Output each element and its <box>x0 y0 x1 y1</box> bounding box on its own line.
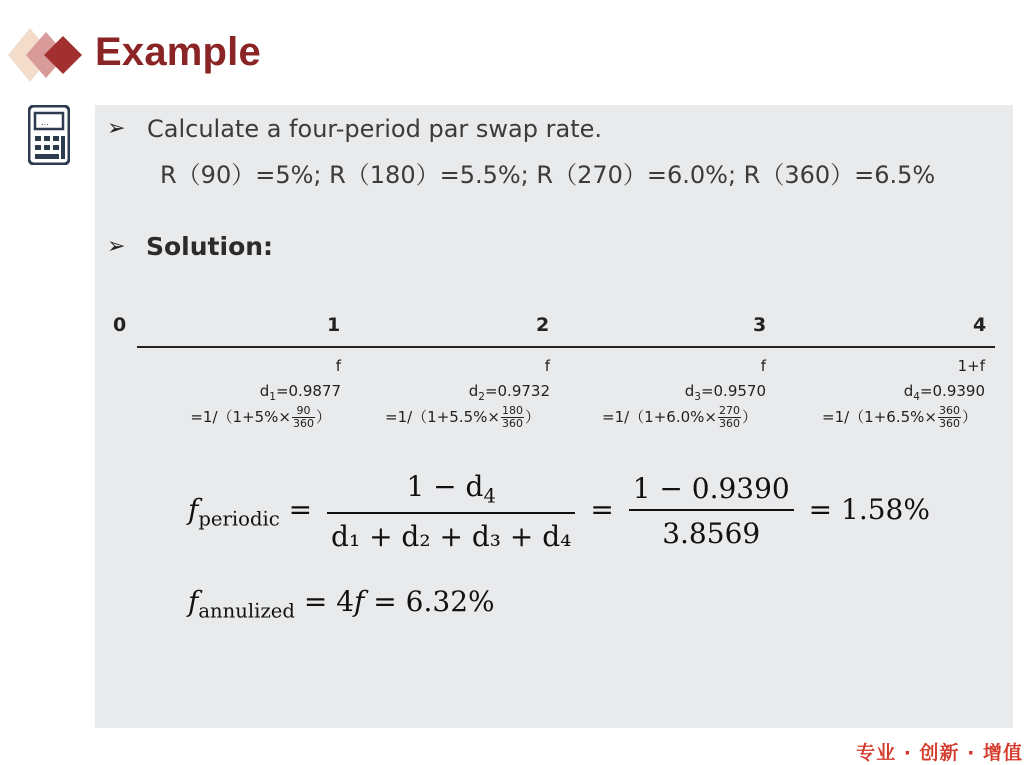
bullet-arrow-icon: ➢ <box>107 116 126 141</box>
discount-formula: =1/（1+6.5%× $\frac{360}{360}$ ） <box>822 404 977 430</box>
cash-flow: 1+f <box>957 357 985 375</box>
discount-factor: $d_3=0.9570$ <box>684 382 766 403</box>
tick-label: 2 <box>536 314 550 336</box>
logo-diamonds <box>8 28 88 82</box>
tick-label: 4 <box>973 314 987 336</box>
tick-label: 1 <box>327 314 341 336</box>
discount-factor: $d_2=0.9732$ <box>468 382 550 403</box>
discount-formula: =1/（1+5.5%× $\frac{180}{360}$ ） <box>385 404 540 430</box>
tick-label: 0 <box>113 314 127 336</box>
formula-annualized-rate: $f_{annulized} = 4f = 6.32\%$ <box>188 585 495 623</box>
cash-flow: f <box>544 357 550 375</box>
solution-label: Solution: <box>146 232 274 261</box>
tick-label: 3 <box>753 314 767 336</box>
page-title: Example <box>95 30 261 74</box>
discount-factor: $d_1=0.9877$ <box>259 382 341 403</box>
timeline-axis <box>137 346 995 348</box>
calculator-icon <box>28 105 70 165</box>
bullet-arrow-icon: ➢ <box>107 234 126 259</box>
formula-periodic-rate: $f_{periodic}$ = $\frac{1 - d_4}{\text{d₁ + d₂ + d₃ + d₄}}$ = $\frac{1 - 0.9390}{3.8569}$ = 1.58% <box>188 470 930 553</box>
cash-flow: f <box>335 357 341 375</box>
discount-factor: $d_4=0.9390$ <box>903 382 985 403</box>
cash-flow: f <box>760 357 766 375</box>
question-line-2: R（90）=5%; R（180）=5.5%; R（270）=6.0%; R（360）=6.5% <box>160 161 936 189</box>
footer-slogan: 专业 · 创新 · 增值 <box>856 742 1023 764</box>
discount-formula: =1/（1+6.0%× $\frac{270}{360}$ ） <box>602 404 757 430</box>
svg-text:...: ... <box>41 118 49 127</box>
discount-formula: =1/（1+5%× $\frac{90}{360}$ ） <box>190 404 331 430</box>
question-line-1: Calculate a four-period par swap rate. <box>147 115 602 143</box>
